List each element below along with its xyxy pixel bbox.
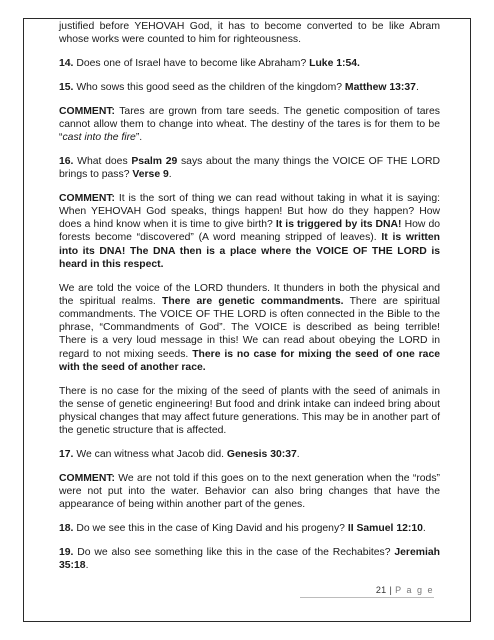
question-text: Who sows this good seed as the children of the kingdom? xyxy=(73,81,345,93)
paragraph-continuation xyxy=(59,20,440,46)
question-number: 14. xyxy=(59,58,74,69)
scripture-reference: Jeremiah 35:18 xyxy=(59,546,440,572)
comment-label: COMMENT: xyxy=(59,472,115,484)
paragraph-genetic-engineering xyxy=(59,385,440,438)
question-end: . xyxy=(296,449,300,461)
comment-tares xyxy=(59,105,440,145)
footer-rule xyxy=(300,597,434,598)
question-18 xyxy=(59,522,440,535)
question-text: What does xyxy=(73,155,132,167)
page-content xyxy=(59,20,440,583)
comment-dna xyxy=(59,192,440,271)
paragraph-voice-of-the-lord xyxy=(59,282,440,374)
paragraph-emphasis: There are genetic commandments. xyxy=(162,295,344,307)
comment-quote: cast into the fire xyxy=(62,132,136,143)
scripture-reference: Genesis 30:37 xyxy=(226,449,297,461)
question-end: . xyxy=(415,81,419,93)
question-end: . xyxy=(422,523,426,535)
comment-text: We are not told if this goes on to the next generation when the “rods” were not put into the water. Behavior can also bring changes that have the appearance of being within another part of the genes. xyxy=(59,472,440,511)
question-15 xyxy=(59,81,440,94)
paragraph-text: justified before YEHOVAH God, it has to become converted to be like Abram whose works were counted to him for righteousness. xyxy=(59,21,440,46)
question-16 xyxy=(59,155,440,181)
comment-label: COMMENT: xyxy=(59,192,115,204)
page-number: 21 xyxy=(375,585,387,595)
footer-separator: | xyxy=(389,585,393,595)
scripture-reference: II Samuel 12:10 xyxy=(347,523,423,535)
scripture-reference: Matthew 13:37 xyxy=(344,81,416,93)
question-number: 15. xyxy=(59,81,74,93)
page-footer xyxy=(376,585,434,595)
comment-rods xyxy=(59,472,440,512)
question-end: . xyxy=(85,560,89,572)
question-number: 17. xyxy=(59,449,74,461)
paragraph-text: There is no case for the mixing of the seed of plants with the seed of animals in the sense of genetic engineering! But food and drink intake can indeed bring about physical changes that may affect future generations. This may be in another part of the genetic structure that is affected. xyxy=(59,385,440,437)
comment-label: COMMENT: xyxy=(59,105,115,117)
comment-emphasis-end: It is written into its DNA! The DNA then is a place where the VOICE OF THE LORD is heard in this respect. xyxy=(59,232,440,270)
paragraph-text: We are told the voice of the LORD thunders. It thunders in both the physical and the spiritual realms. xyxy=(59,282,440,307)
comment-text: Tares are grown from tare seeds. The genetic composition of tares cannot allow them to change into wheat. The destiny of the tares is for them to be “ xyxy=(59,105,440,143)
paragraph-text-cont: There are spiritual commandments. The VOICE OF THE LORD is often connected in the Bible to the phrase, “Commandments of God”. The VOICE is described as being terrible! There is a very loud message in this! We can read about obeying the LORD in regard to not mixing seeds. xyxy=(59,295,440,360)
question-number: 16. xyxy=(59,155,74,167)
question-end: . xyxy=(168,169,172,180)
question-text: We can witness what Jacob did. xyxy=(73,449,227,461)
comment-emphasis: It is triggered by its DNA! xyxy=(275,219,402,231)
comment-text: It is the sort of thing we can read without taking in what it is saying: When YEHOVAH God speaks, things happen! But how do they happen? How does a hind know when it is time to give birth? xyxy=(59,192,440,231)
paragraph-emphasis-end: There is no case for mixing the seed of one race with the seed of another race. xyxy=(59,348,440,373)
question-text: Do we also see something like this in the case of the Rechabites? xyxy=(73,546,395,558)
question-17 xyxy=(59,448,440,461)
question-text: Does one of Israel have to become like Abraham? xyxy=(73,58,310,69)
comment-text-end: ”. xyxy=(135,132,143,143)
question-number: 19. xyxy=(59,546,74,558)
scripture-reference-verse: Verse 9 xyxy=(132,169,169,180)
scripture-reference: Luke 1:54. xyxy=(309,58,360,69)
question-number: 18. xyxy=(59,523,74,535)
question-text: Do we see this in the case of King David and his progeny? xyxy=(73,523,348,535)
page-word: P a g e xyxy=(395,585,434,595)
comment-text-cont: How do forests become “discovered” (A word meaning stripped of leaves). xyxy=(59,219,441,244)
question-text-cont: says about the many things the VOICE OF THE LORD brings to pass? xyxy=(59,155,440,180)
scripture-reference: Psalm 29 xyxy=(131,155,178,167)
question-19 xyxy=(59,546,440,572)
question-14 xyxy=(59,57,440,70)
